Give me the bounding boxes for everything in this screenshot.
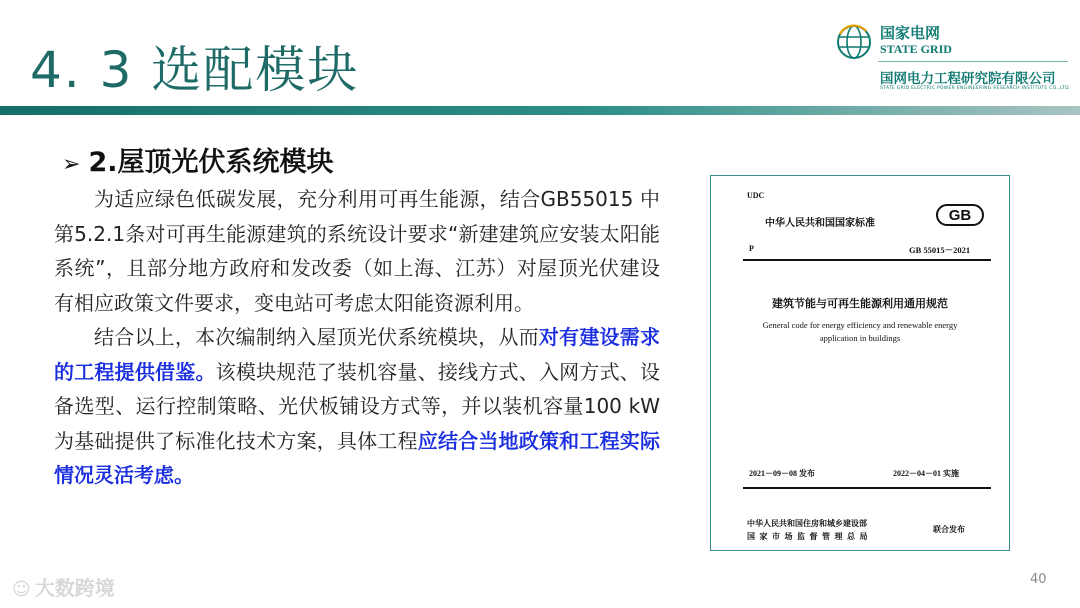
- slide-title: 4. 3 选配模块: [30, 41, 360, 99]
- cover-rule-bottom: [743, 487, 991, 489]
- cover-title-en-line2: application in buildings: [819, 333, 901, 343]
- cover-category: 中华人民共和国国家标准: [765, 218, 875, 229]
- watermark-logo-icon: ☺: [12, 579, 31, 600]
- cover-title-en-line1: General code for energy efficiency and renewable energy: [762, 320, 958, 330]
- cover-standard-number: GB 55015－2021: [909, 245, 971, 255]
- brand-name-cn: 国家电网: [880, 24, 941, 42]
- gb-mark-icon: [936, 204, 984, 226]
- institute-name-cn: 国网电力工程研究院有限公司: [880, 71, 1056, 87]
- cover-joint-release: 联合发布: [933, 525, 965, 534]
- cover-implement-date: 2022－04－01 实施: [893, 469, 959, 478]
- cover-title-cn: 建筑节能与可再生能源利用通用规范: [772, 297, 948, 310]
- watermark: [12, 572, 115, 601]
- watermark-text: 大数跨境: [34, 576, 115, 600]
- arrow-bullet-icon: ➢: [62, 152, 81, 177]
- page-number: 40: [1030, 572, 1047, 587]
- logo-divider: [878, 61, 1068, 62]
- standard-cover-image: [710, 175, 1010, 551]
- title-rule: [0, 106, 1080, 115]
- cover-publisher-1: 中华人民共和国住房和城乡建设部: [747, 519, 867, 528]
- gb-mark-text: GB: [948, 207, 972, 224]
- paragraph-2: [54, 320, 660, 493]
- paragraph-1: 为适应绿色低碳发展，充分利用可再生能源，结合GB55015 中第5.2.1条对可再生能源建筑的系统设计要求“新建建筑应安装太阳能系统”，且部分地方政府和发改委（如上海、江苏）对屋顶光伏建设有相应政策文件要求，变电站可考虑太阳能资源利用。: [54, 187, 660, 315]
- cover-udc: UDC: [747, 191, 765, 200]
- paragraph-2-part-2: 该模块规范了装机容量、接线方式、入网方式、设备选型、运行控制策略、光伏板铺设方式等，并以装机容量100 kW为基础提供了标准化技术方案，具体工程: [54, 359, 661, 453]
- paragraph-2-part-1: 结合以上，本次编制纳入屋顶光伏系统模块，从而: [94, 325, 539, 349]
- body-text: [54, 182, 660, 493]
- emphasis-flexible: 应结合当地政策和工程实际情况灵活考虑。: [54, 428, 661, 487]
- state-grid-logo: [836, 18, 1072, 98]
- cover-rule-top: [743, 259, 991, 261]
- brand-name-en: STATE GRID: [880, 42, 952, 56]
- cover-publisher-2: 国家市场监督管理总局: [747, 532, 872, 541]
- cover-classification: P: [749, 244, 754, 253]
- institute-name-en: STATE GRID ELECTRIC POWER ENGINEERING RESEARCH INSTITUTE CO.,LTD.: [880, 86, 1071, 91]
- section-heading-text: 2.屋顶光伏系统模块: [88, 147, 334, 178]
- emphasis-reference: 对有建设需求的工程提供借鉴。: [54, 325, 661, 384]
- cover-issue-date: 2021－09－08 发布: [749, 469, 815, 478]
- state-grid-emblem-icon: [836, 24, 872, 60]
- section-heading: [62, 140, 333, 179]
